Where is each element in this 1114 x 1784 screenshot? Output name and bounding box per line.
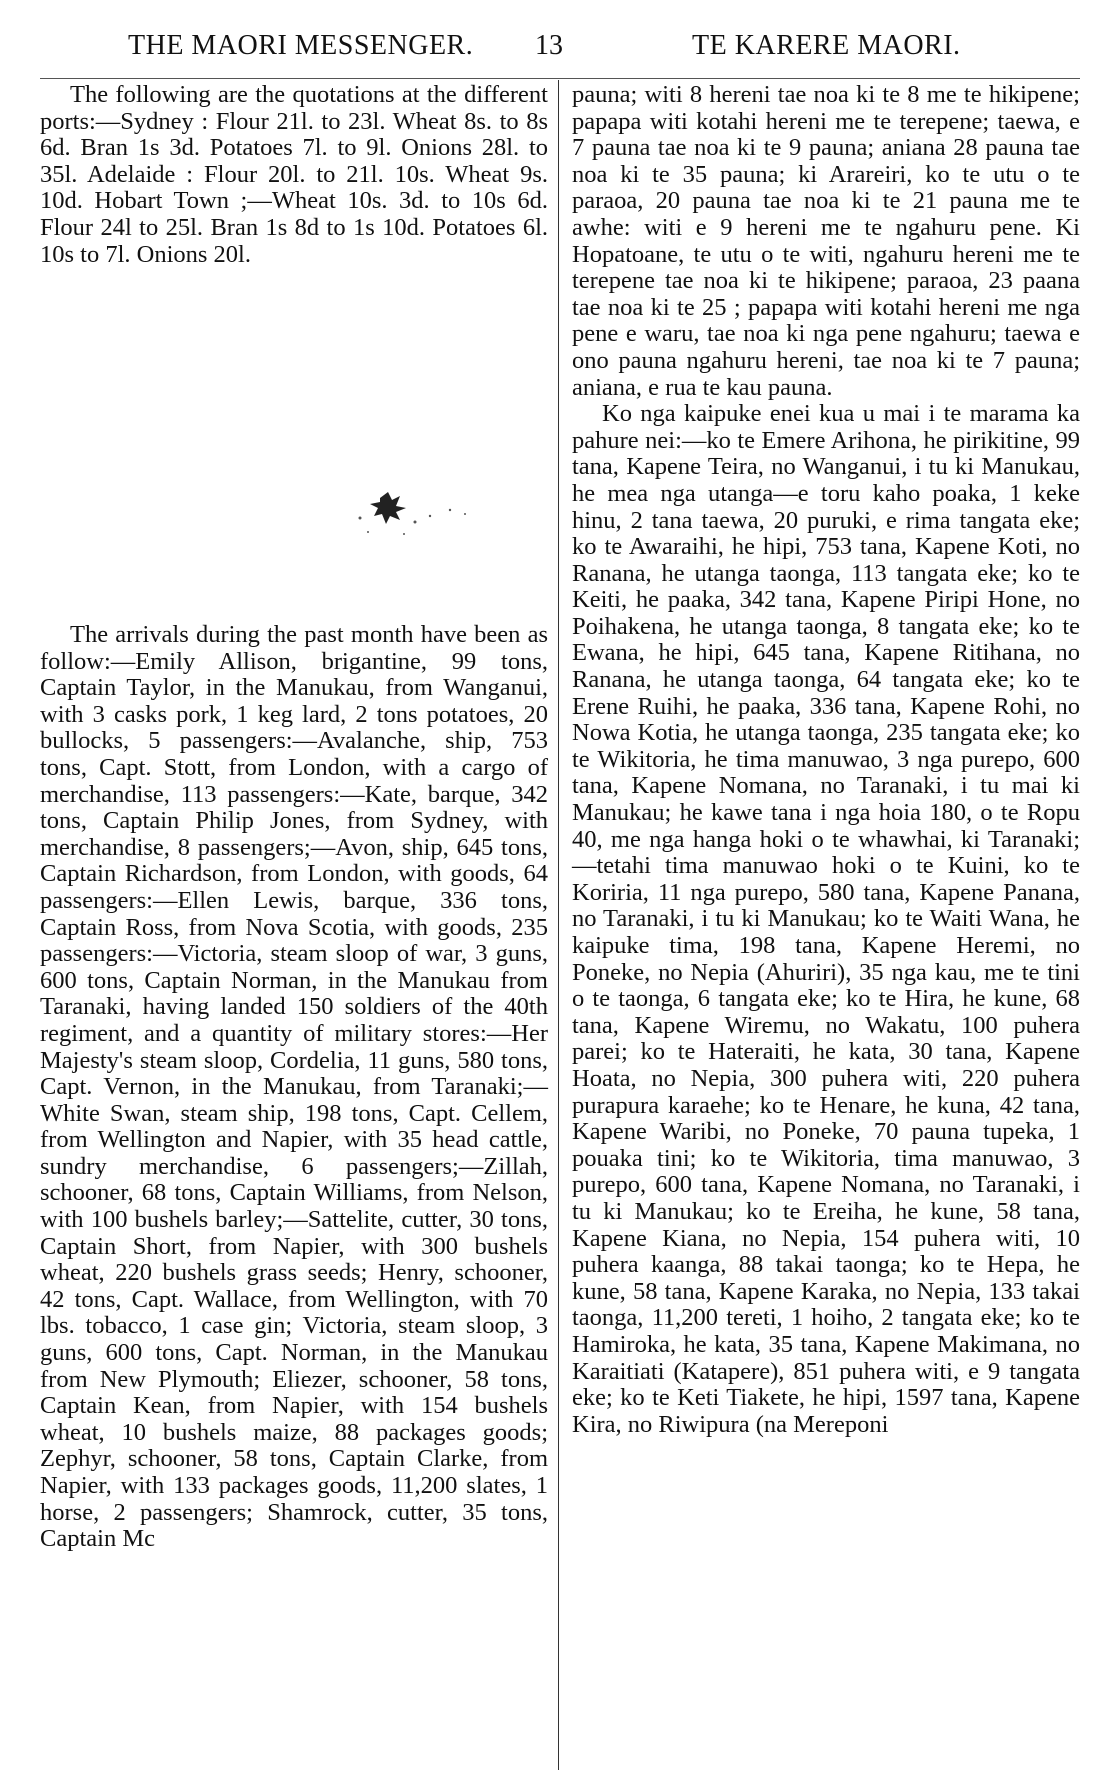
printer-ornament-icon — [340, 488, 480, 548]
column-divider — [558, 80, 559, 1770]
page-header — [0, 30, 1114, 70]
right-column-maori — [572, 82, 1080, 1438]
quotations-paragraph: The following are the quotations at the different ports:—Sydney : Flour 21l. to 23l. Wheat 8s. to 8s 6d. Bran 1s 3d. Potatoes 7l. to 9l. Onions 28l. to 35l. Adelaide : Flour 20l. to 21l. 10s. Wheat 9s. 10d. Hobart Town ;—Wheat 10s. 3d. to 10s 6d. Flour 24l to 25l. Bran 1s 8d to 1s 10d. Potatoes 6l. 10s to 7l. Onions 20l. — [40, 81, 548, 268]
header-english-title: THE MAORI MESSENGER. — [128, 30, 474, 61]
left-column-quotations — [40, 82, 548, 268]
header-maori-title: TE KARERE MAORI. — [692, 30, 961, 61]
header-divider — [40, 78, 1080, 79]
arrivals-paragraph: The arrivals during the past month have been as follow:—Emily Allison, brigantine, 99 tons, Captain Taylor, in the Manukau, from Wanganui, with 3 casks pork, 1 keg lard, 2 tons potatoes, 20 bullocks, 5 passengers:—Avalanche, ship, 753 tons, Capt. Stott, from London, with a cargo of merchandise, 113 passengers:—Kate, barque, 342 tons, Captain Philip Jones, from Sydney, with merchandise, 8 passengers;—Avon, ship, 645 tons, Captain Richardson, from London, with goods, 64 passengers:—Ellen Lewis, barque, 336 tons, Captain Ross, from Nova Scotia, with goods, 235 passengers:—Victoria, steam sloop of war, 3 guns, 600 tons, Captain Norman, in the Manukau from Taranaki, having landed 150 soldiers of the 40th regiment, and a quantity of military stores:—Her Majesty's steam sloop, Cordelia, 11 guns, 580 tons, Capt. Vernon, in the Manukau, from Taranaki;—White Swan, steam ship, 198 tons, Capt. Cellem, from Wellington and Napier, with 35 head cattle, sundry merchandise, 6 passengers;—Zillah, schooner, 68 tons, Captain Williams, from Nelson, with 100 bushels barley;—Sattelite, cutter, 30 tons, Captain Short, from Napier, with 300 bushels wheat, 220 bushels grass seeds; Henry, schooner, 42 tons, Capt. Wallace, from Wellington, with 70 lbs. tobacco, 1 case gin; Victoria, steam sloop, 3 guns, 600 tons, Capt. Norman, in the Manukau from New Plymouth; Eliezer, schooner, 58 tons, Captain Kean, from Napier, with 154 bushels wheat, 10 bushels maize, 88 packages goods; Zephyr, schooner, 58 tons, Captain Clarke, from Napier, with 133 packages goods, 11,200 slates, 1 horse, 2 passengers; Shamrock, cutter, 35 tons, Captain Mc — [40, 621, 548, 1553]
maori-ships-paragraph: Ko nga kaipuke enei kua u mai i te marama ka pahure nei:—ko te Emere Arihona, he pirikitine, 99 tana, Kapene Teira, no Wanganui, i tu ki Manukau, he mea nga utanga—e toru kaho poaka, 1 keke hinu, 2 tana taewa, 20 puruki, e rima tangata eke; ko te Awaraihi, he hipi, 753 tana, Kapene Koti, no Ranana, he utanga taonga, 113 tangata eke; ko te Keiti, he paaka, 342 tana, Kapene Piripi Hone, no Poihakena, he utanga taonga, 8 tangata eke; ko te Ewana, he hipi, 645 tana, Kapene Ritihana, no Ranana, he utanga taonga, 64 tangata eke; ko te Erene Ruihi, he paaka, 336 tana, Kapene Rohi, no Nowa Kotia, he utanga taonga, 235 tangata eke; ko te Wikitoria, he tima manuwao, 3 nga purepo, 600 tana, Kapene Nomana, no Taranaki, i tu mai ki Manukau; he kawe tana i nga hoia 180, o te Ropu 40, me nga hanga hoki o te whawhai, ki Taranaki;—tetahi tima manuwao hoki o te Kuini, ko te Koriria, 11 nga purepo, 580 tana, Kapene Panana, no Taranaki, i tu ki Manukau; ko te Waiti Wana, he kaipuke tima, 198 tana, Kapene Heremi, no Poneke, no Nepia (Ahuriri), 35 nga kau, me te tini o te taonga, 6 tangata eke; ko te Hira, he kune, 68 tana, Kapene Wiremu, no Wakatu, 100 puhera parei; ko te Hateraiti, he kata, 30 tana, Kapene Hoata, no Nepia, 300 puhera witi, 220 puhera purapura karaehe; ko te Henare, he kuna, 42 tana, Kapene Waribi, no Poneke, 70 pauna tupeka, 1 pouaka tini; ko te Wikitoria, tima manuwao, 3 purepo, 600 tana, Kapene Nomana, no Taranaki, i tu ki Manukau; ko te Ereiha, he kune, 58 tana, Kapene Kiana, no Nepia, 154 puhera witi, 10 puhera kaanga, 88 takai taonga; ko te Hepa, he kune, 58 tana, Kapene Karaka, no Nepia, 133 takai taonga, 11,200 tereti, 1 hoiho, 2 tangata eke; ko te Hamiroka, he kata, 35 tana, Kapene Makimana, no Karaitiati (Katapere), 851 puhera witi, e 9 tangata eke; ko te Keti Tiakete, he hipi, 1597 tana, Kapene Kira, no Riwipura (na Mereponi — [572, 400, 1080, 1438]
left-column-arrivals — [40, 622, 548, 1553]
maori-prices-paragraph: pauna; witi 8 hereni tae noa ki te 8 me te hikipene; papapa witi kotahi hereni me te terepene; taewa, e 7 pauna tae noa ki te 9 pauna; aniana 28 pauna tae noa ki te 35 pauna; ki Arareiri, ko te utu o te paraoa, 20 pauna tae noa ki te 21 pauna me te awhe: witi e 9 hereni me te ngahuru pene. Ki Hopatoane, te utu o te witi, ngahuru hereni me te terepene tae noa ki te hikipene; paraoa, 23 paana tae noa ki te 25 ; papapa witi kotahi hereni me nga pene e waru, tae noa ki nga pene ngahuru; taewa e ono pauna ngahuru hereni, tae noa ki te 7 pauna; aniana, e rua te kau pauna. — [572, 81, 1080, 401]
page-number: 13 — [535, 30, 563, 61]
